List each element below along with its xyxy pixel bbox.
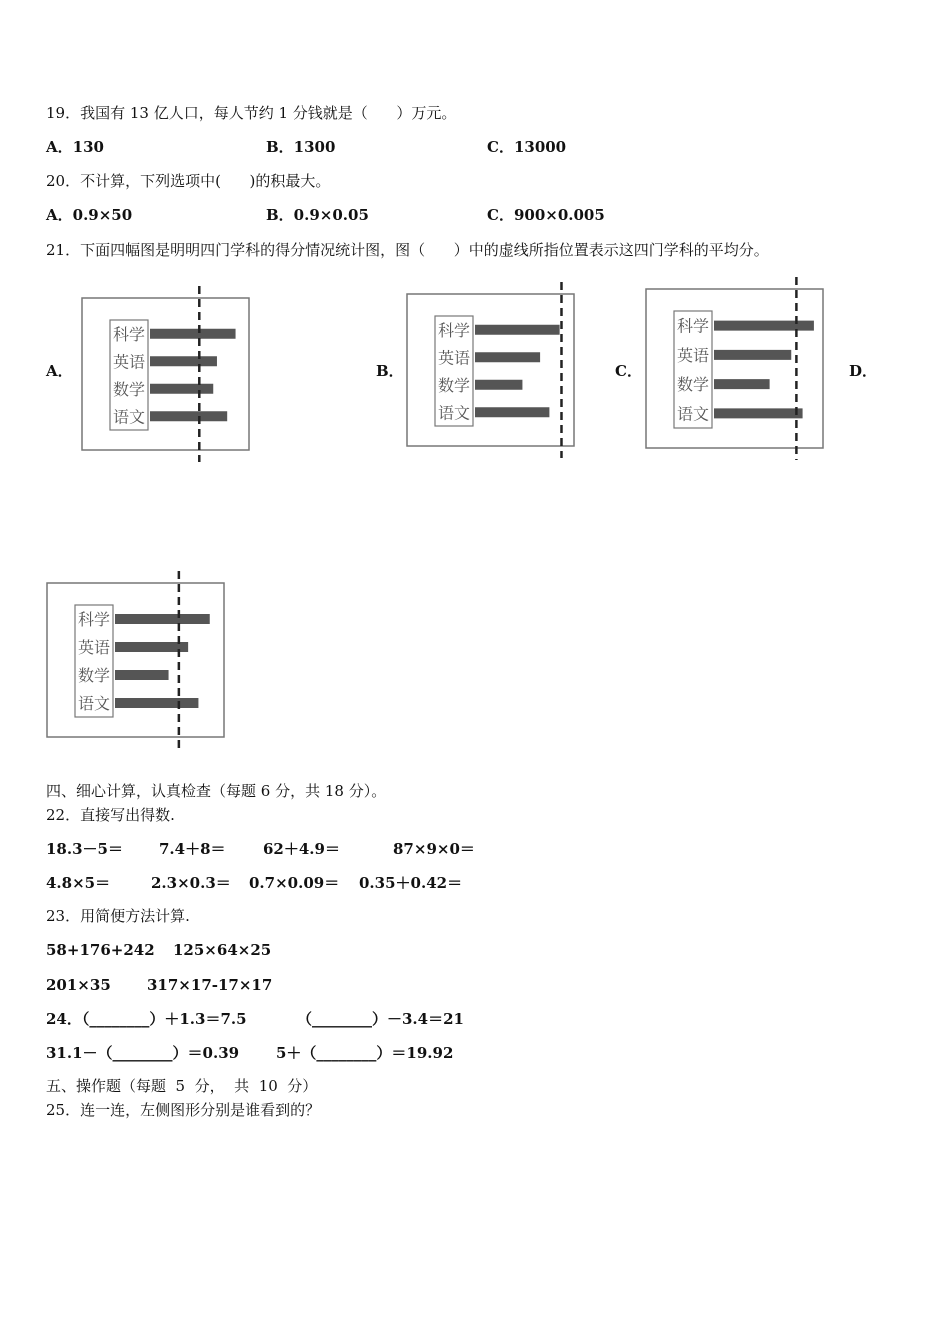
category-label: 语文 [676,404,710,424]
q19-option-c: C．13000 [487,138,567,156]
q23-item: 317×17-17×17 [147,976,273,994]
score-bar [475,380,522,390]
category-label: 数学 [112,379,146,399]
chart-option-d [43,571,228,749]
score-bar [714,350,791,360]
q22-item: 4.8×5＝ [46,874,111,892]
score-bar [714,321,814,331]
chart-frame [407,294,574,446]
q23-item: 201×35 [46,976,111,994]
score-bar [150,356,217,366]
q20-option-a: A．0.9×50 [46,206,133,224]
q19-stem: 19．我国有 13 亿人口，每人节约 1 分钱就是（ ）万元。 [46,104,457,122]
category-label: 科学 [437,320,471,340]
q22-item: 62＋4.9＝ [263,840,340,858]
q22-item: 87×9×0＝ [393,840,475,858]
q23-item: 125×64×25 [173,941,272,959]
chart-option-b [403,282,578,458]
category-label: 科学 [676,316,710,336]
score-bar [714,379,770,389]
q24-item: （________）－3.4＝21 [297,1010,464,1028]
score-bar [475,325,560,335]
q22-stem: 22．直接写出得数. [46,806,175,824]
chart-option-a [78,286,253,462]
section4-title: 四、细心计算，认真检查（每题 6 分，共 18 分）。 [46,782,387,800]
score-bar [150,411,227,421]
q19-option-b: B．1300 [266,138,336,156]
score-bar [115,614,210,624]
q20-option-c: C．900×0.005 [487,206,605,224]
category-label: 英语 [437,348,471,368]
q24-item: 24．（________）＋1.3＝7.5 [46,1010,247,1028]
q23-stem: 23．用简便方法计算. [46,907,190,925]
score-bar [475,407,549,417]
q21-option-d-label: D． [849,362,878,380]
category-label: 数学 [437,375,471,395]
category-label: 英语 [676,345,710,365]
q22-item: 0.35＋0.42＝ [359,874,463,892]
q24-item: 31.1－（________）＝0.39 [46,1044,240,1062]
category-label: 语文 [437,403,471,423]
q22-item: 0.7×0.09＝ [249,874,340,892]
q20-option-b: B．0.9×0.05 [266,206,369,224]
category-label: 语文 [77,694,111,713]
q24-item: 5＋（________）＝19.92 [276,1044,454,1062]
category-label: 数学 [77,666,111,685]
score-bar [475,352,540,362]
category-label: 英语 [77,638,111,657]
q25-stem: 25．连一连，左侧图形分别是谁看到的？ [46,1101,321,1119]
category-label: 科学 [112,324,146,344]
score-bar [115,642,188,652]
chart-option-c [642,277,827,460]
q19-option-a: A．130 [46,138,104,156]
score-bar [714,408,803,418]
score-bar [150,329,236,339]
score-bar [150,384,213,394]
q22-item: 2.3×0.3＝ [151,874,231,892]
category-label: 语文 [112,407,146,427]
q21-option-a-label: A． [46,362,73,380]
section5-title: 五、操作题（每题 5 分， 共 10 分） [46,1077,318,1095]
category-label: 英语 [112,352,146,372]
q22-item: 18.3－5＝ [46,840,123,858]
q21-stem: 21．下面四幅图是明明四门学科的得分情况统计图，图（ ）中的虚线所指位置表示这四门学科的平均分。 [46,241,769,259]
q21-option-c-label: C． [615,362,642,380]
q20-stem: 20．不计算，下列选项中( )的积最大。 [46,172,331,190]
q22-item: 7.4＋8＝ [159,840,226,858]
score-bar [115,670,169,680]
q21-option-b-label: B． [376,362,404,380]
score-bar [115,698,198,708]
category-label: 数学 [676,375,710,395]
category-label: 科学 [77,610,111,629]
chart-frame [82,298,249,450]
q23-item: 58+176+242 [46,941,155,959]
chart-frame [47,583,224,737]
